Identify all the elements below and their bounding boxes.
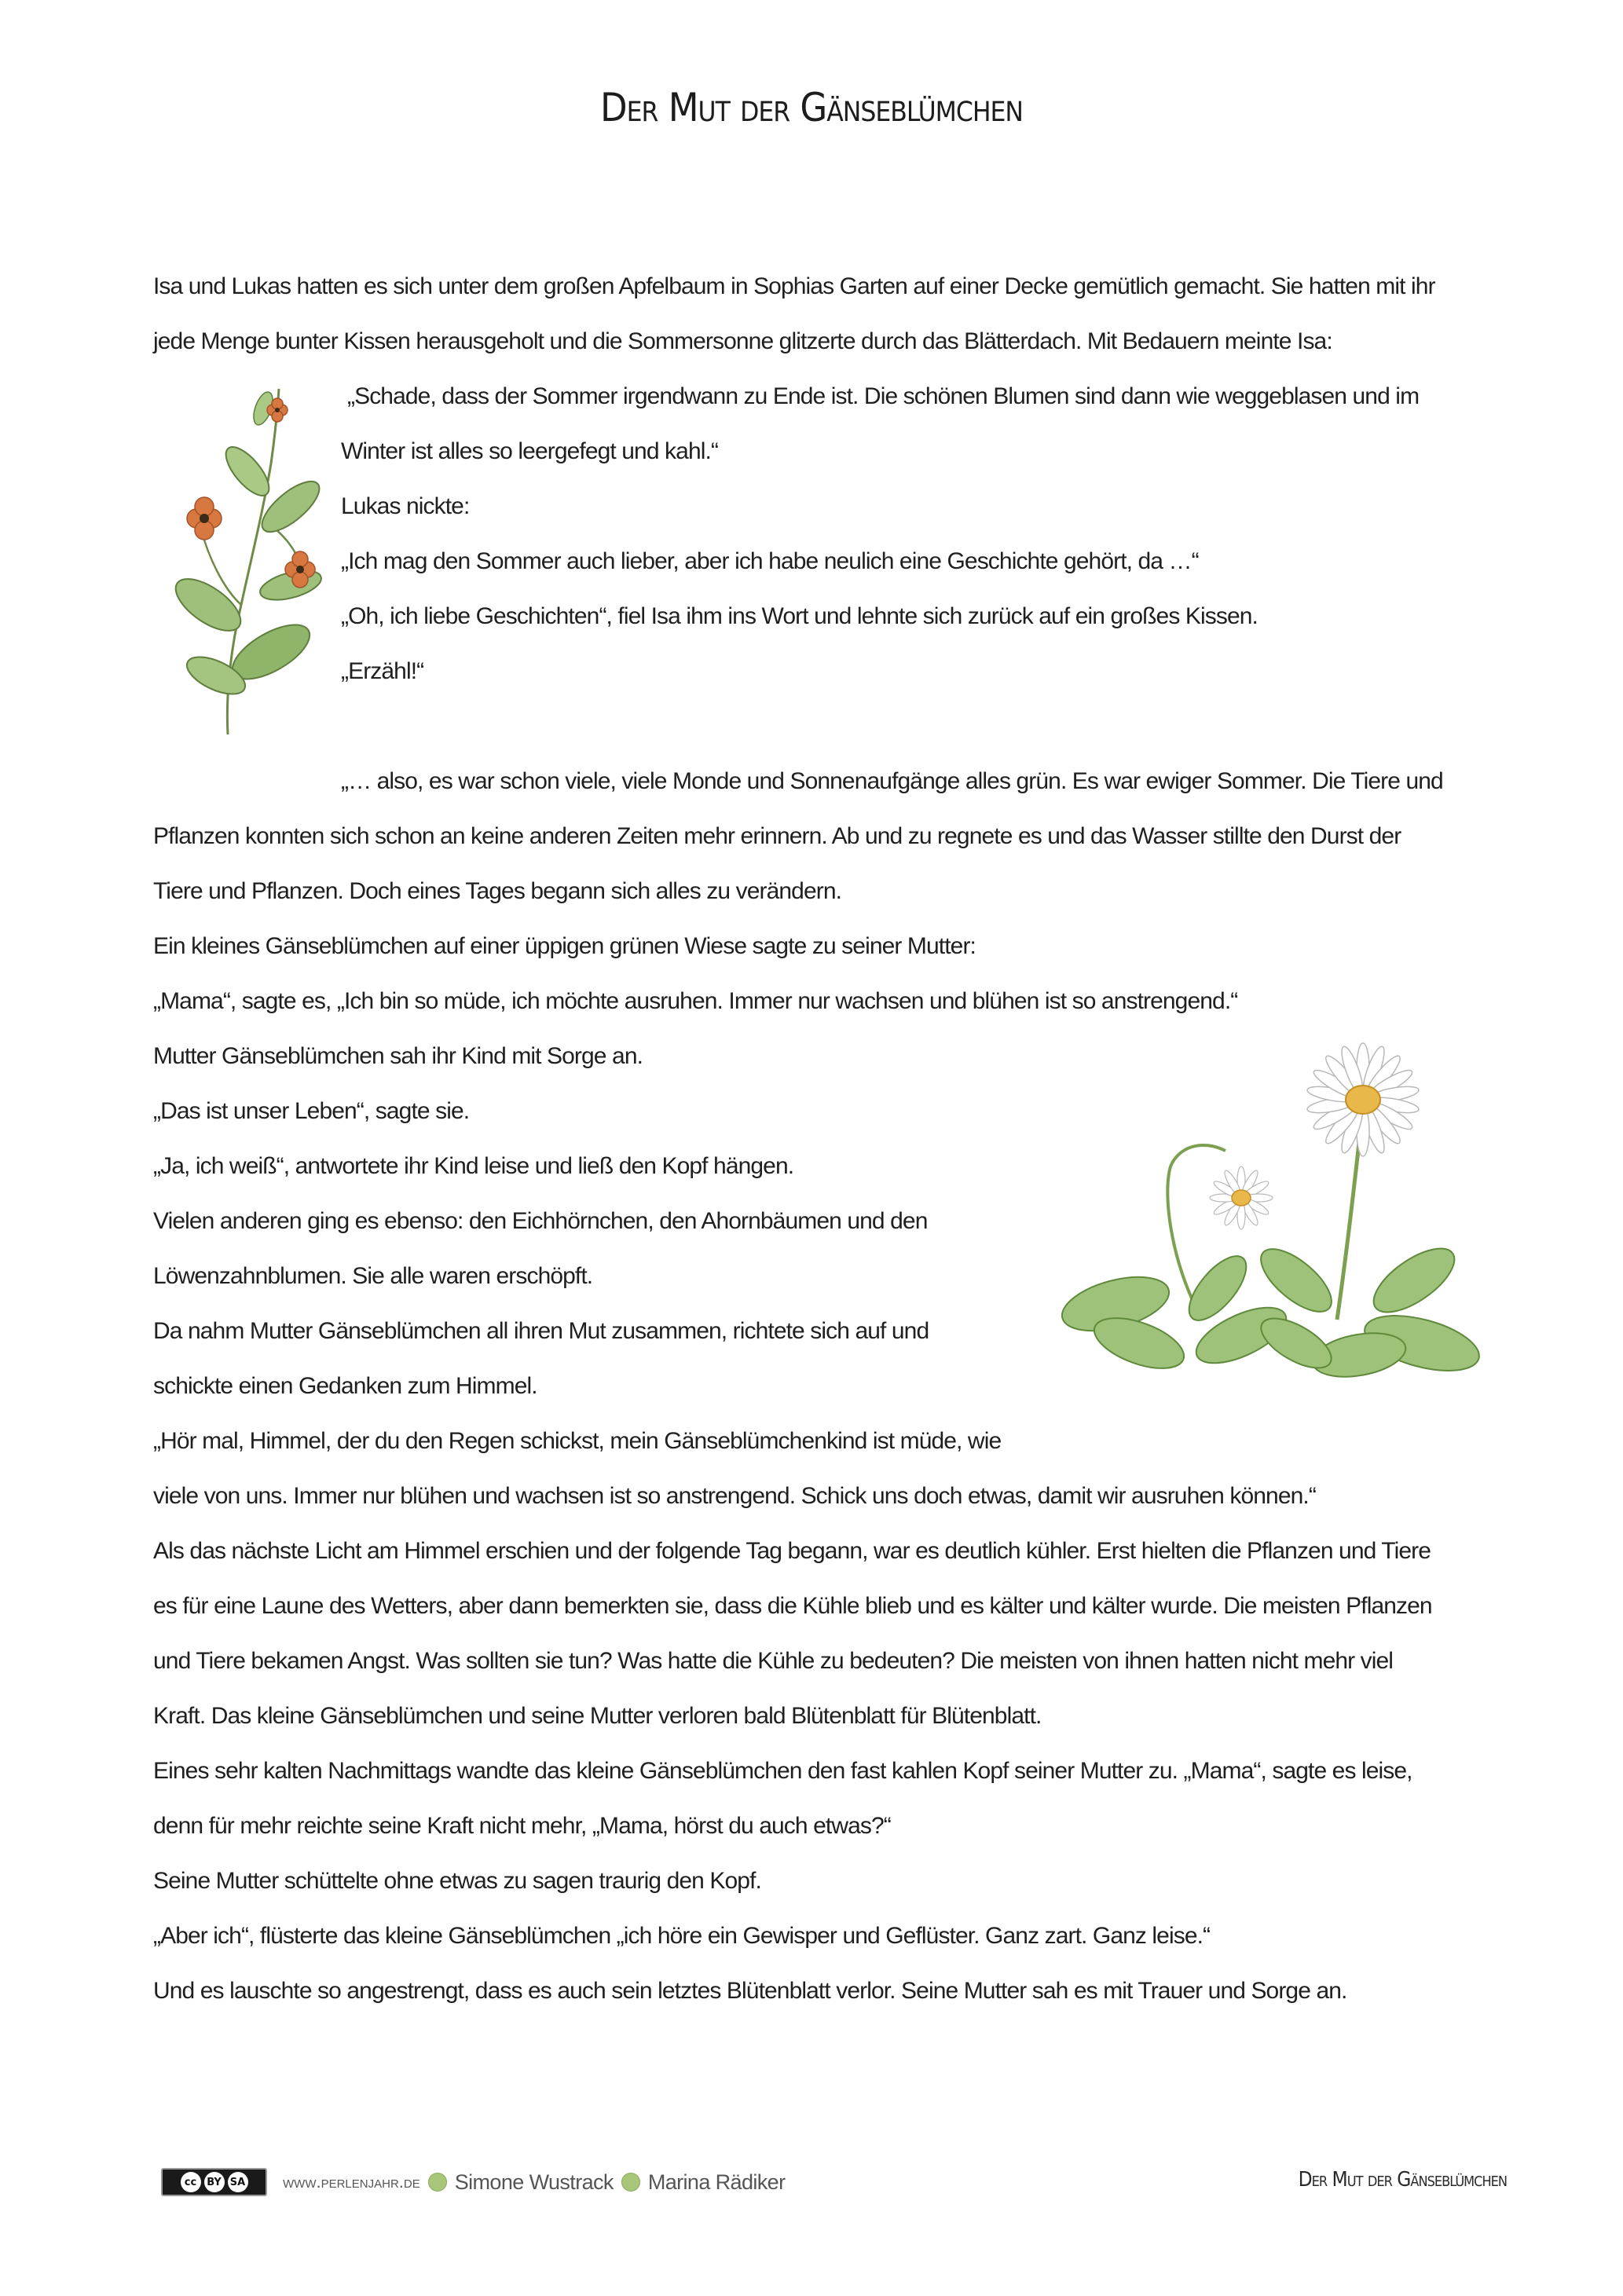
- story-line: Winter ist alles so leergefegt und kahl.“: [341, 438, 719, 464]
- story-line: „Mama“, sagte es, „Ich bin so müde, ich möchte ausruhen. Immer nur wachsen und blühen ist so anstrengend.“: [153, 988, 1238, 1014]
- story-line: denn für mehr reichte seine Kraft nicht mehr, „Mama, hörst du auch etwas?“: [153, 1813, 891, 1839]
- share-alike-icon: SA: [228, 2172, 248, 2192]
- story-line: Seine Mutter schüttelte ohne etwas zu sagen traurig den Kopf.: [153, 1868, 761, 1894]
- story-line: „Ich mag den Sommer auch lieber, aber ich habe neulich eine Geschichte gehört, da …“: [341, 548, 1199, 574]
- story-line: „Erzähl!“: [341, 658, 424, 684]
- story-line: „Oh, ich liebe Geschichten“, fiel Isa ihm ins Wort und lehnte sich zurück auf ein großes Kissen.: [341, 603, 1258, 629]
- story-line: Vielen anderen ging es ebenso: den Eichhörnchen, den Ahornbäumen und den: [153, 1208, 928, 1234]
- attribution-icon: BY: [204, 2172, 225, 2192]
- story-line: Kraft. Das kleine Gänseblümchen und seine Mutter verloren bald Blütenblatt für Blütenblatt.: [153, 1703, 1042, 1729]
- story-line: Mutter Gänseblümchen sah ihr Kind mit Sorge an.: [153, 1043, 643, 1069]
- story-line: Als das nächste Licht am Himmel erschien und der folgende Tag begann, war es deutlich kühler. Erst hielten die Pflanzen und Tiere: [153, 1538, 1431, 1564]
- footer: [161, 2166, 785, 2198]
- story-line: „Aber ich“, flüsterte das kleine Gänseblümchen „ich höre ein Gewisper und Geflüster. Ganz zart. Ganz leise.“: [153, 1923, 1211, 1949]
- illustrator-name: Marina Rädiker: [647, 2170, 786, 2194]
- story-line: jede Menge bunter Kissen herausgeholt und die Sommersonne glitzerte durch das Blätterdach. Mit Bedauern meinte Isa:: [153, 328, 1332, 354]
- story-line: Ein kleines Gänseblümchen auf einer üppigen grünen Wiese sagte zu seiner Mutter:: [153, 933, 976, 959]
- daisies-illustration: [1045, 1021, 1500, 1382]
- story-line: Da nahm Mutter Gänseblümchen all ihren Mut zusammen, richtete sich auf und: [153, 1318, 929, 1344]
- green-dot-icon: [621, 2173, 640, 2192]
- story-line: Isa und Lukas hatten es sich unter dem großen Apfelbaum in Sophias Garten auf einer Decke gemütlich gemacht. Sie hatten mit ihr: [153, 273, 1435, 299]
- footer-title: Der Mut der Gänseblümchen: [1298, 2168, 1507, 2192]
- story-line: „Ja, ich weiß“, antwortete ihr Kind leise und ließ den Kopf hängen.: [153, 1153, 794, 1179]
- story-line: Lukas nickte:: [341, 493, 470, 519]
- website-link[interactable]: www.perlenjahr.de: [283, 2172, 420, 2192]
- story-line: Und es lauschte so angestrengt, dass es auch sein letztes Blütenblatt verlor. Seine Mutter sah es mit Trauer und Sorge an.: [153, 1978, 1347, 2004]
- cc-license-badge[interactable]: [161, 2168, 267, 2196]
- story-line: Löwenzahnblumen. Sie alle waren erschöpft.: [153, 1263, 593, 1289]
- story-line: schickte einen Gedanken zum Himmel.: [153, 1373, 537, 1399]
- story-line: „… also, es war schon viele, viele Monde und Sonnenaufgänge alles grün. Es war ewiger Sommer. Die Tiere und: [341, 768, 1443, 794]
- author-name: Simone Wustrack: [454, 2170, 614, 2194]
- story-line: und Tiere bekamen Angst. Was sollten sie tun? Was hatte die Kühle zu bedeuten? Die meisten von ihnen hatten nicht mehr viel: [153, 1648, 1394, 1674]
- story-line: es für eine Laune des Wetters, aber dann bemerkten sie, dass die Kühle blieb und es kälter und kälter wurde. Die meisten Pflanzen: [153, 1593, 1432, 1619]
- cc-icon: cc: [181, 2172, 201, 2192]
- green-dot-icon: [428, 2173, 447, 2192]
- story-line: Tiere und Pflanzen. Doch eines Tages begann sich alles zu verändern.: [153, 878, 842, 904]
- story-line: viele von uns. Immer nur blühen und wachsen ist so anstrengend. Schick uns doch etwas, damit wir ausruhen können.“: [153, 1483, 1316, 1509]
- story-line: „Hör mal, Himmel, der du den Regen schickst, mein Gänseblümchenkind ist müde, wie: [153, 1428, 1002, 1454]
- story-line: „Das ist unser Leben“, sagte sie.: [153, 1098, 470, 1124]
- orange-flower-vine-illustration: [153, 377, 334, 738]
- story-line: „Schade, dass der Sommer irgendwann zu Ende ist. Die schönen Blumen sind dann wie weggeblasen und im: [347, 383, 1420, 409]
- story-line: Eines sehr kalten Nachmittags wandte das kleine Gänseblümchen den fast kahlen Kopf seiner Mutter zu. „Mama“, sagte es leise,: [153, 1758, 1412, 1784]
- page-title: Der Mut der Gänseblümchen: [600, 85, 1023, 130]
- story-line: Pflanzen konnten sich schon an keine anderen Zeiten mehr erinnern. Ab und zu regnete es und das Wasser stillte den Durst der: [153, 823, 1401, 849]
